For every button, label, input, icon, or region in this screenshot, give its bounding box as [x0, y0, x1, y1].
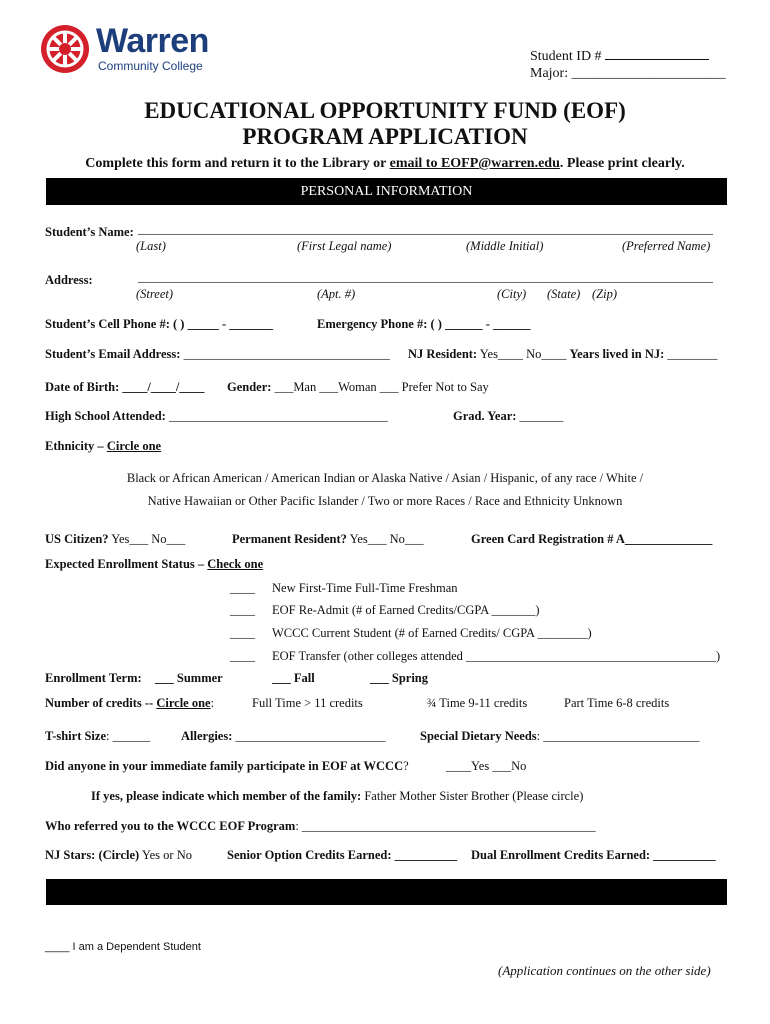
date-of-birth-field[interactable]: Date of Birth: ____/____/____ [45, 380, 205, 394]
allergies-label: Allergies: [181, 729, 233, 743]
years-nj-field[interactable]: ________ [664, 347, 718, 361]
credits-heading [45, 696, 214, 711]
logo-subtitle: Community College [98, 59, 203, 73]
address-line[interactable]: ____________________________________________________________________________________________ [138, 270, 713, 284]
gender-label: Gender: [227, 380, 272, 394]
grad-year-label: Grad. Year: [453, 409, 517, 423]
major-field[interactable]: Major: ______________________ [530, 66, 726, 81]
credits-label: Number of credits -- [45, 696, 157, 710]
referred-field[interactable]: : _______________________________________________ [295, 819, 596, 833]
ethnicity-options-line1[interactable]: Black or African American / American Indian or Alaska Native / Asian / Hispanic, of any race / White / [126, 471, 644, 485]
high-school-row [45, 409, 388, 424]
sub-middle: (Middle Initial) [466, 239, 544, 253]
emergency-phone-field[interactable]: Emergency Phone #: ( ) ______ - ______ [317, 317, 531, 331]
status-checkbox-3[interactable]: ____ [230, 626, 255, 640]
credits-full-time[interactable]: Full Time > 11 credits [252, 696, 363, 710]
enrollment-term-label: Enrollment Term: [45, 671, 142, 685]
nj-stars-options[interactable]: Yes or No [139, 848, 192, 862]
us-citizen-label: US Citizen? [45, 532, 109, 546]
credits-part-time[interactable]: Part Time 6-8 credits [564, 696, 670, 710]
form-title-line1: EDUCATIONAL OPPORTUNITY FUND (EOF) [144, 98, 626, 123]
nj-stars-row [45, 848, 192, 863]
instructions [0, 156, 770, 172]
sub-last: (Last) [136, 239, 166, 253]
address-label: Address: [45, 273, 93, 287]
tshirt-row [45, 729, 150, 744]
term-spring-option[interactable]: ___ Spring [370, 671, 429, 685]
dual-enrollment-credits-field[interactable]: Dual Enrollment Credits Earned: __________ [471, 848, 716, 862]
dietary-row [420, 729, 700, 744]
grad-year-field[interactable]: _______ [516, 409, 564, 423]
instructions-end: . Please print clearly. [559, 156, 685, 171]
college-emblem-icon [40, 24, 90, 74]
years-nj-label: Years lived in NJ: [569, 347, 665, 361]
credits-colon: : [210, 696, 215, 710]
logo-name: Warren [96, 22, 209, 60]
sub-zip: (Zip) [592, 287, 617, 301]
family-answer-options[interactable]: ____Yes ___No [446, 759, 527, 773]
us-citizen-row [45, 532, 185, 547]
family-member-row [91, 789, 583, 804]
high-school-field[interactable]: ___________________________________ [165, 409, 388, 423]
student-id-field[interactable] [530, 48, 709, 65]
tshirt-field[interactable]: : ______ [106, 729, 151, 743]
ethnicity-heading [45, 439, 161, 454]
high-school-label: High School Attended: [45, 409, 166, 423]
gender-options[interactable]: ___Man ___Woman ___ Prefer Not to Say [271, 380, 489, 394]
sub-state: (State) [547, 287, 581, 301]
status-option-4: EOF Transfer (other colleges attended ________________________________________) [272, 649, 721, 663]
ethnicity-instruction: Circle one [106, 439, 162, 453]
enrollment-status-instruction: Check one [207, 557, 264, 571]
status-option-3: WCCC Current Student (# of Earned Credits/ CGPA ________) [272, 626, 592, 640]
email-label: Student’s Email Address: [45, 347, 181, 361]
ethnicity-options-line2[interactable]: Native Hawaiian or Other Pacific Islander / Two or more Races / Race and Ethnicity Unknown [147, 494, 623, 508]
email-link[interactable]: email to EOFP@warren.edu [389, 156, 560, 171]
student-id-label: Student ID # [530, 49, 602, 64]
sub-first: (First Legal name) [297, 239, 392, 253]
family-question [45, 759, 409, 774]
student-name-line[interactable]: ____________________________________________________________________________________________ [138, 222, 713, 236]
sub-city: (City) [497, 287, 527, 301]
term-summer-option[interactable]: ___ Summer [155, 671, 223, 685]
referred-label: Who referred you to the WCCC EOF Program [45, 819, 296, 833]
dietary-field[interactable]: : _________________________ [536, 729, 700, 743]
family-question-mark: ? [403, 759, 409, 773]
allergies-row [181, 729, 386, 744]
nj-resident-label: NJ Resident: [408, 347, 478, 361]
term-fall-option[interactable]: ___ Fall [272, 671, 315, 685]
cell-phone-field[interactable]: Student’s Cell Phone #: ( ) _____ - _______ [45, 317, 274, 331]
section-divider-bar [46, 879, 727, 905]
enrollment-status-label: Expected Enrollment Status – [45, 557, 208, 571]
permanent-resident-label: Permanent Resident? [232, 532, 347, 546]
status-option-2: EOF Re-Admit (# of Earned Credits/CGPA _______) [272, 603, 540, 617]
email-row [45, 347, 390, 362]
tshirt-label: T-shirt Size [45, 729, 106, 743]
continues-note: (Application continues on the other side) [498, 963, 711, 978]
nj-stars-label: NJ Stars: (Circle) [45, 848, 140, 862]
sub-apt: (Apt. #) [317, 287, 356, 301]
dependent-student-checkbox[interactable]: ____ I am a Dependent Student [45, 941, 201, 953]
instructions-text: Complete this form and return it to the Library or [85, 156, 390, 171]
sub-street: (Street) [136, 287, 174, 301]
nj-resident-row [408, 347, 717, 362]
green-card-field[interactable]: Green Card Registration # A______________ [471, 532, 713, 546]
form-title-line2: PROGRAM APPLICATION [242, 124, 528, 149]
senior-option-credits-field[interactable]: Senior Option Credits Earned: __________ [227, 848, 458, 862]
status-checkbox-4[interactable]: ____ [230, 649, 255, 663]
nj-resident-options[interactable]: Yes____ No____ [477, 347, 570, 361]
grad-year-row [453, 409, 563, 424]
status-checkbox-1[interactable]: ____ [230, 581, 255, 595]
sub-preferred: (Preferred Name) [622, 239, 711, 253]
family-question-text: Did anyone in your immediate family participate in EOF at WCCC [45, 759, 404, 773]
us-citizen-options[interactable]: Yes___ No___ [108, 532, 186, 546]
dietary-label: Special Dietary Needs [420, 729, 537, 743]
gender-row [227, 380, 489, 395]
allergies-field[interactable]: ________________________ [232, 729, 386, 743]
ethnicity-label: Ethnicity – [45, 439, 107, 453]
family-member-options[interactable]: Father Mother Sister Brother (Please circle) [361, 789, 584, 803]
email-field[interactable]: _________________________________ [180, 347, 390, 361]
student-id-line[interactable] [605, 48, 709, 60]
enrollment-status-heading [45, 557, 263, 572]
permanent-resident-row [232, 532, 424, 547]
credits-three-quarter[interactable]: ¾ Time 9-11 credits [427, 696, 528, 710]
status-option-1: New First-Time Full-Time Freshman [272, 581, 458, 595]
permanent-resident-options[interactable]: Yes___ No___ [346, 532, 424, 546]
credits-instruction: Circle one [156, 696, 211, 710]
status-checkbox-2[interactable]: ____ [230, 603, 255, 617]
warren-logo [40, 22, 230, 78]
personal-information-header: PERSONAL INFORMATION [46, 178, 727, 205]
referred-row [45, 819, 596, 834]
family-member-label: If yes, please indicate which member of the family: [91, 789, 362, 803]
student-name-label: Student’s Name: [45, 225, 134, 239]
